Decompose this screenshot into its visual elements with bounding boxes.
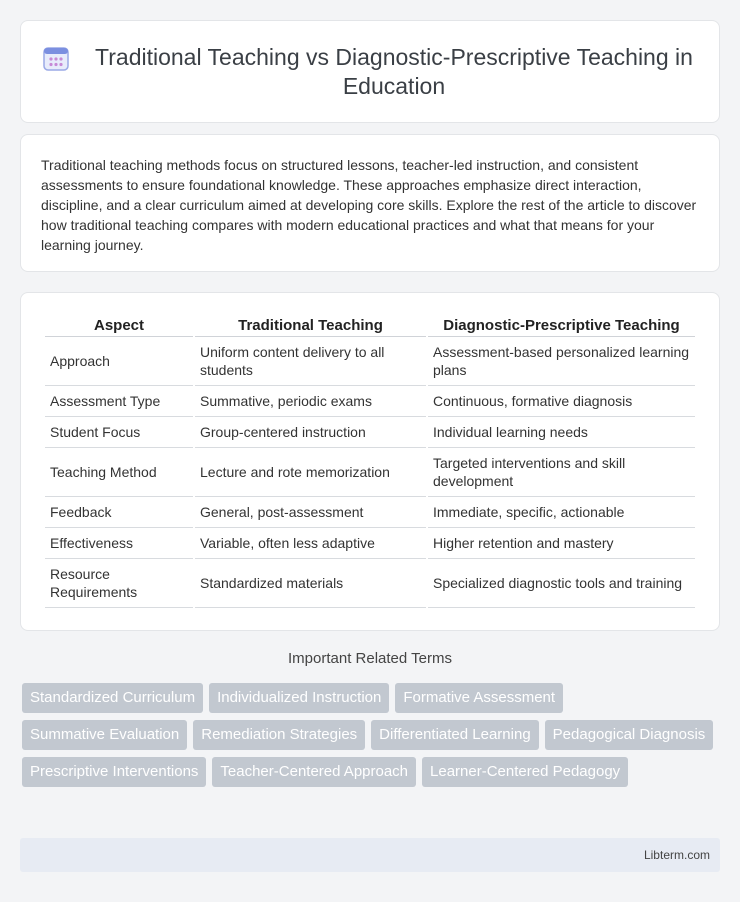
tag-differentiated-learning[interactable]: Differentiated Learning [371,720,539,750]
cell-traditional: Summative, periodic exams [195,386,426,417]
header-traditional: Traditional Teaching [195,313,426,337]
cell-traditional: General, post-assessment [195,497,426,528]
footer-site-link[interactable]: Libterm.com [643,848,710,862]
cell-traditional: Uniform content delivery to all students [195,337,426,386]
tag-summative-evaluation[interactable]: Summative Evaluation [22,720,187,750]
cell-aspect: Feedback [45,497,193,528]
tag-individualized-instruction[interactable]: Individualized Instruction [209,683,389,713]
comparison-table [43,313,697,608]
cell-aspect: Resource Requirements [45,559,193,608]
page-title: Traditional Teaching vs Diagnostic-Prescriptive Teaching in Education [95,43,693,99]
cell-diagnostic: Higher retention and mastery [428,528,695,559]
cell-aspect: Student Focus [45,417,193,448]
tag-learner-centered-pedagogy[interactable]: Learner-Centered Pedagogy [422,757,628,787]
title-card [20,20,720,123]
intro-paragraph: Traditional teaching methods focus on structured lessons, teacher-led instruction, and consistent assessments to ensure foundational knowledge. These approaches emphasize direct interaction, discipline, and a clear curriculum aimed at developing core skills. Explore the rest of the article to discover how traditional teaching compares with modern educational practices and what that means for your learning journey. [41,157,697,253]
cell-diagnostic: Continuous, formative diagnosis [428,386,695,417]
table-header-row [45,313,695,337]
related-terms-heading: Important Related Terms [288,650,452,667]
cell-diagnostic: Targeted interventions and skill development [428,448,695,497]
cell-traditional: Standardized materials [195,559,426,608]
cell-aspect: Teaching Method [45,448,193,497]
table-row [45,386,695,417]
table-row [45,528,695,559]
tag-formative-assessment[interactable]: Formative Assessment [395,683,563,713]
cell-aspect: Approach [45,337,193,386]
calendar-icon [41,43,71,73]
cell-traditional: Lecture and rote memorization [195,448,426,497]
footer [20,838,720,872]
tag-remediation-strategies[interactable]: Remediation Strategies [193,720,365,750]
cell-traditional: Group-centered instruction [195,417,426,448]
header-diagnostic: Diagnostic-Prescriptive Teaching [428,313,695,337]
comparison-card [20,292,720,631]
related-terms-list [22,683,722,794]
table-row [45,337,695,386]
intro-card [20,134,720,272]
cell-diagnostic: Individual learning needs [428,417,695,448]
table-row [45,497,695,528]
cell-aspect: Assessment Type [45,386,193,417]
tag-teacher-centered-approach[interactable]: Teacher-Centered Approach [212,757,416,787]
cell-traditional: Variable, often less adaptive [195,528,426,559]
cell-diagnostic: Assessment-based personalized learning plans [428,337,695,386]
tag-prescriptive-interventions[interactable]: Prescriptive Interventions [22,757,206,787]
tag-standardized-curriculum[interactable]: Standardized Curriculum [22,683,203,713]
tag-pedagogical-diagnosis[interactable]: Pedagogical Diagnosis [545,720,714,750]
header-aspect: Aspect [45,313,193,337]
cell-diagnostic: Immediate, specific, actionable [428,497,695,528]
cell-aspect: Effectiveness [45,528,193,559]
cell-diagnostic: Specialized diagnostic tools and training [428,559,695,608]
table-row [45,448,695,497]
table-row [45,559,695,608]
table-row [45,417,695,448]
